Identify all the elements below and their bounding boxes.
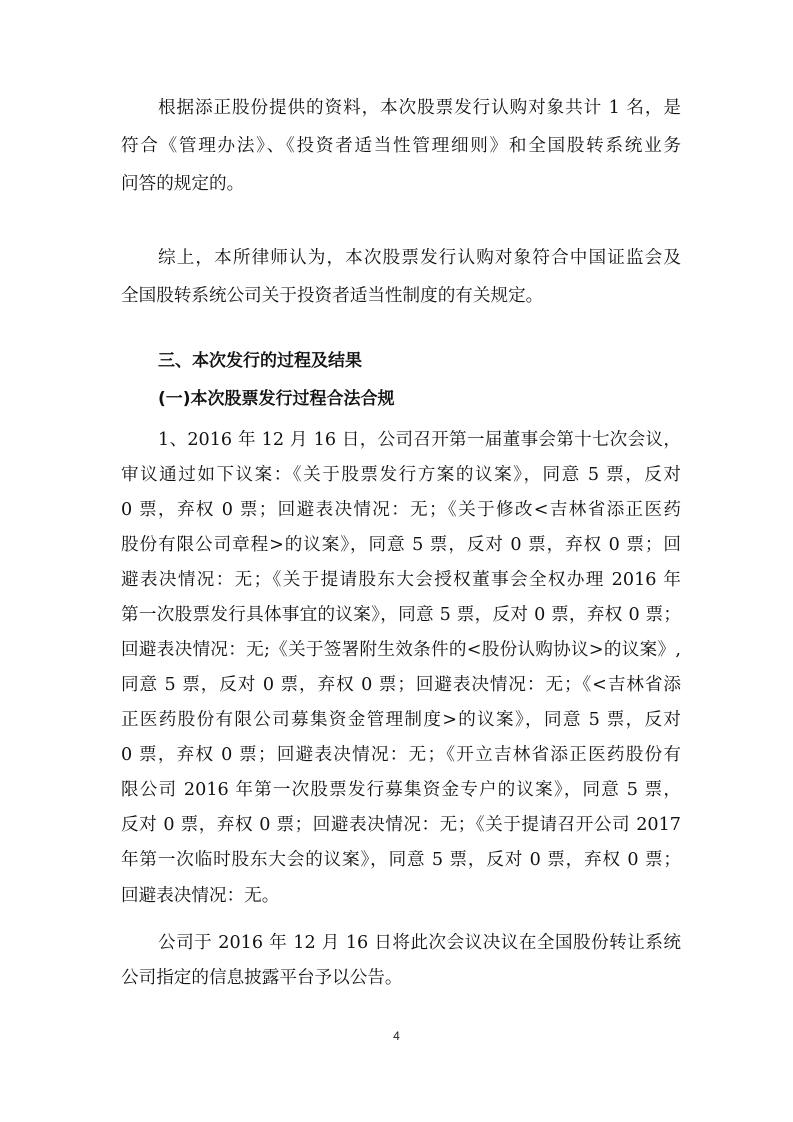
paragraph-line: 公司于 2016 年 12 月 16 日将此次会议决议在全国股份转让系统: [158, 933, 681, 953]
page-number: 4: [393, 1029, 400, 1043]
paragraph-line: 问答的规定的。: [121, 174, 245, 194]
paragraph-line: 避表决情况：无；《关于提请股东大会授权董事会全权办理 2016 年: [121, 570, 681, 590]
paragraph-line: 0 票，弃权 0 票；回避表决情况：无；《开立吉林省添正医药股份有: [121, 745, 681, 765]
paragraph-line: 同意 5 票，反对 0 票，弃权 0 票；回避表决情况：无；《<吉林省添: [121, 675, 681, 695]
paragraph-line: 根据添正股份提供的资料，本次股票发行认购对象共计 1 名，是: [158, 98, 681, 118]
paragraph-line: 反对 0 票，弃权 0 票；回避表决情况：无；《关于提请召开公司 2017: [121, 815, 681, 835]
paragraph-line: 年第一次临时股东大会的议案》，同意 5 票，反对 0 票，弃权 0 票；: [121, 850, 681, 870]
paragraph-line: 1、2016 年 12 月 16 日，公司召开第一届董事会第十七次会议，: [158, 430, 681, 450]
paragraph-line: 回避表决情况：无;《关于签署附生效条件的<股份认购协议>的议案》,: [121, 640, 681, 660]
paragraph-line: 审议通过如下议案：《关于股票发行方案的议案》，同意 5 票，反对: [121, 465, 681, 485]
paragraph-line: 股份有限公司章程>的议案》，同意 5 票，反对 0 票，弃权 0 票；回: [121, 535, 681, 555]
paragraph-line: 0 票，弃权 0 票；回避表决情况：无；《关于修改<吉林省添正医药: [121, 500, 681, 520]
paragraph-line: 全国股转系统公司关于投资者适当性制度的有关规定。: [121, 286, 544, 306]
paragraph-line: 正医药股份有限公司募集资金管理制度>的议案》，同意 5 票，反对: [121, 710, 681, 730]
paragraph-line: 公司指定的信息披露平台予以公告。: [121, 968, 403, 988]
subsection-heading: (一)本次股票发行过程合法合规: [158, 389, 395, 409]
section-heading: 三、本次发行的过程及结果: [158, 351, 362, 371]
paragraph-line: 第一次股票发行具体事宜的议案》，同意 5 票，反对 0 票，弃权 0 票；: [121, 605, 681, 625]
paragraph-line: 综上，本所律师认为，本次股票发行认购对象符合中国证监会及: [158, 248, 681, 268]
paragraph-line: 回避表决情况：无。: [121, 886, 280, 906]
paragraph-line: 符合《管理办法》、《投资者适当性管理细则》和全国股转系统业务: [121, 136, 681, 156]
paragraph-line: 限公司 2016 年第一次股票发行募集资金专户的议案》，同意 5 票，: [121, 780, 681, 800]
